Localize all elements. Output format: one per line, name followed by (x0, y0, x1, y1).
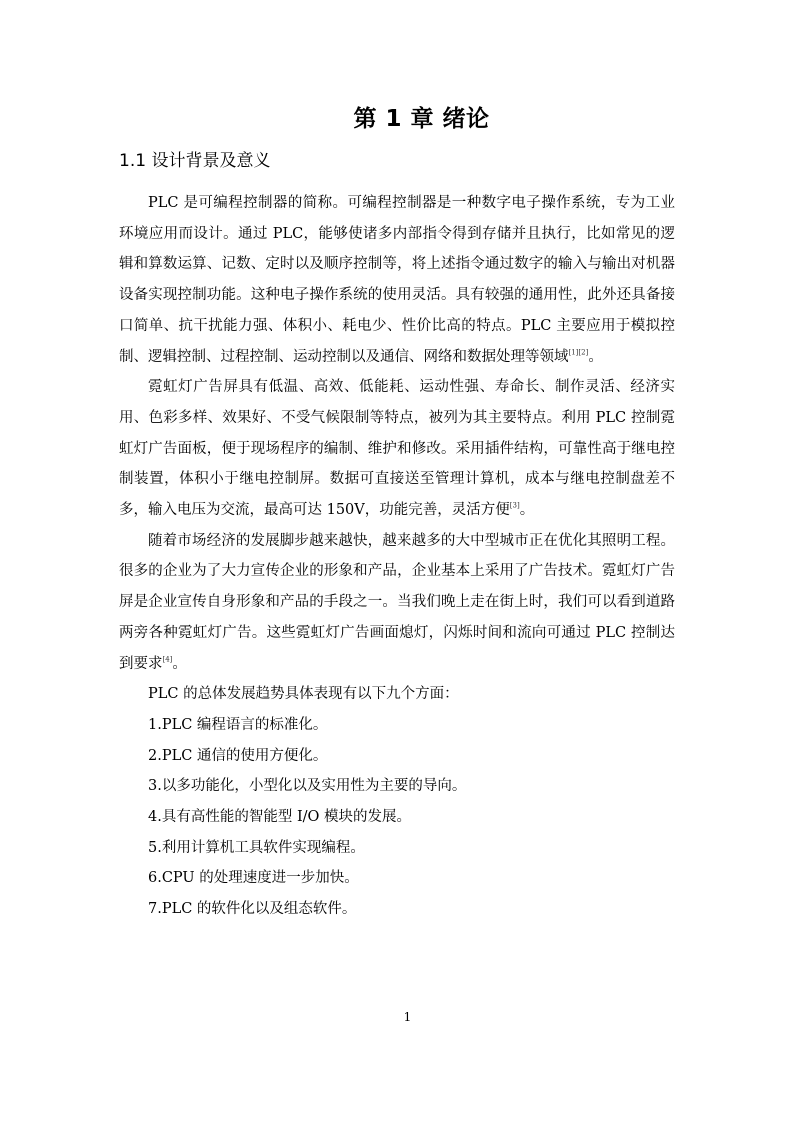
list-item: 6.CPU 的处理速度进一步加快。 (148, 870, 359, 887)
paragraph (119, 188, 675, 372)
citation: [3] (509, 501, 520, 510)
paragraph-text: 霓虹灯广告屏具有低温、高效、低能耗、运动性强、寿命长、制作灵活、经济实用、色彩多样、效果好、不受气候限制等特点，被列为其主要特点。利用 PLC 控制霓虹灯广告面板，便于现场程序的编制、维护和修改。采用插件结构，可靠性高于继电控制装置，体积小于继电控制屏。数据可直接送至管理计算机，成本与继电控制盘差不多，输入电压为交流，最高可达 150V，功能完善，灵活方便 (119, 379, 675, 519)
page-number: 1 (403, 1010, 412, 1024)
citation: [4] (162, 655, 173, 664)
list-item: 2.PLC 通信的使用方便化。 (148, 747, 328, 764)
paragraph-text: PLC 的总体发展趋势具体表现有以下九个方面： (148, 686, 459, 703)
paragraph-end: 。 (588, 348, 603, 365)
list-item: 1.PLC 编程语言的标准化。 (148, 716, 328, 733)
paragraph (119, 679, 675, 710)
list-item: 4.具有高性能的智能型 I/O 模块的发展。 (148, 809, 412, 826)
paragraph-end: 。 (519, 502, 535, 519)
body-text (119, 188, 675, 925)
list-item: 5.利用计算机工具软件实现编程。 (148, 839, 365, 856)
list-item: 7.PLC 的软件化以及组态软件。 (148, 901, 357, 918)
paragraph-end: 。 (172, 655, 187, 672)
list-item: 3.以多功能化，小型化以及实用性为主要的导向。 (148, 778, 467, 795)
paragraph-text: PLC 是可编程控制器的简称。可编程控制器是一种数字电子操作系统，专为工业环境应用而设计。通过 PLC，能够使诸多内部指令得到存储并且执行，比如常见的逻辑和算数运算、记数、定时以及顺序控制等，将上述指令通过数字的输入与输出对机器设备实现控制功能。这种电子操作系统的使用灵活。具有较强的通用性，此外还具备接口简单、抗干扰能力强、体积小、耗电少、性价比高的特点。PLC 主要应用于模拟控制、逻辑控制、过程控制、运动控制以及通信、网络和数据处理等领域 (119, 195, 675, 365)
section-title: 1.1 设计背景及意义 (119, 151, 271, 171)
chapter-title: 第 1 章 绪论 (353, 106, 490, 132)
citation: [1][2] (568, 348, 589, 357)
paragraph-text: 随着市场经济的发展脚步越来越快，越来越多的大中型城市正在优化其照明工程。很多的企业为了大力宣传企业的形象和产品，企业基本上采用了广告技术。霓虹灯广告屏是企业宣传自身形象和产品的手段之一。当我们晚上走在街上时，我们可以看到道路两旁各种霓虹灯广告。这些霓虹灯广告画面熄灯，闪烁时间和流向可通过 PLC 控制达到要求 (119, 532, 675, 672)
paragraph (119, 526, 675, 680)
paragraph (119, 372, 675, 526)
